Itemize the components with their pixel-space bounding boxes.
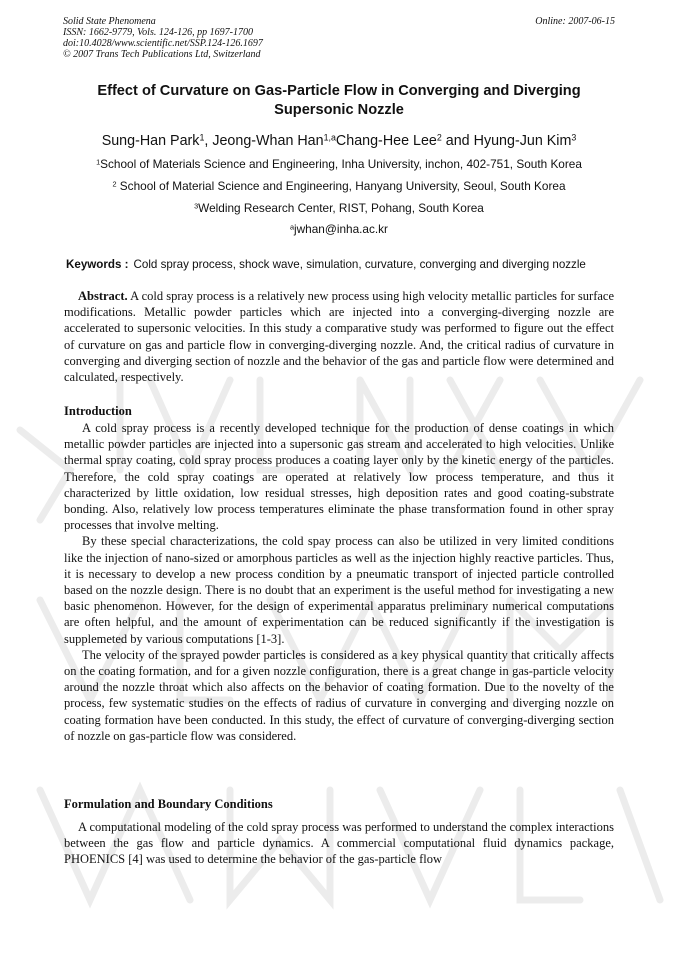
author-name: Sung-Han Park: [101, 133, 200, 149]
paper-title: Effect of Curvature on Gas-Particle Flow in Converging and Diverging Supersonic Nozzle: [97, 83, 581, 118]
affiliation-3: $^3$Welding Research Center, RIST, Pohang, South Korea: [194, 201, 484, 215]
abstract-label: Abstract.: [78, 289, 128, 303]
abstract-text: A cold spray process is a relatively new process using high velocity metallic particles for surface modifications. Metallic powder particles which are injected into a converging-diverging nozzle are accelerated to supersonic velocities. In this study a comparative study was performed to figure out the effect of curvature on gas and particle flow in converging-diverging nozzle. And, the critical radius of curvature in converging and diverging section of nozzle and the behavior of the gas and particle flow were determined and calculated, respectively.: [64, 289, 615, 385]
paragraph: A cold spray process is a recently developed technique for the production of dense coatings in which metallic powder particles are injected into a supersonic gas stream and accelerated to high velocities. Unlike thermal spray coating, cold spray process produces a coating layer only by the kinetic energy of the particles. Therefore, the cold spray coatings are operated at relatively low process temperature, and thus it characterized by little oxidation, low residual stresses, high deposition rates and good coating-substrate bonding. Also, relatively low process temperatures eliminate the phase transformation found in other spray processes that involve melting.: [64, 421, 614, 533]
author-sup: 1,a: [323, 132, 336, 143]
formulation-body: [64, 819, 614, 868]
introduction-body: [64, 420, 614, 744]
affiliation-1: $^1$School of Materials Science and Engineering, Inha University, inchon, 402-751, South Korea: [96, 157, 582, 171]
affiliation-2: $^2$ School of Material Science and Engineering, Hanyang University, Seoul, South Korea: [112, 179, 566, 193]
author-sup: 2: [436, 132, 442, 143]
author-email: $^a$jwhan@inha.ac.kr: [289, 222, 388, 236]
doi-line: doi:10.4028/www.scientific.net/SSP.124-126.1697: [63, 38, 263, 49]
author-name: Jeong-Whan Han: [212, 133, 324, 149]
paragraph: By these special characterizations, the cold spay process can also be utilized in very limited conditions like the injection of nano-sized or amorphous particles as well as the injection highly reactive particles. Thus, it is necessary to develop a new process condition by a pneumatic transport of injected particle controlled based on the nozzle design. There is no doubt that an experiment is the useful method for investigating a new basic phenomenon. However, for the design of experimental apparatus preliminary numerical computations are often helpful, and the amount of experimentation can be reduced significantly if the investigation is supplemeted by various computations [1-3].: [64, 534, 614, 646]
keywords: [66, 258, 614, 271]
paragraph: The velocity of the sprayed powder particles is considered as a key physical quantity that critically affects on the coating formation, and for a given nozzle configuration, there is a great change in gas-particle velocity around the nozzle throat which also affects on the behavior of coating formation. Due to the novelty of the process, few systematic studies on the effects of radius of curvature in converging and diverging nozzle on coating formation have been conducted. In this study, the effect of curvature of converging-diverging section of nozzle on gas-particle flow was considered.: [64, 647, 614, 743]
paragraph: A computational modeling of the cold spray process was performed to understand the complex interactions between the gas flow and particle dynamics. A commercial computational fluid dynamics package, PHOENICS [4] was used to determine the behavior of the gas-particle flow: [64, 820, 614, 867]
keywords-label: Keywords :: [66, 258, 129, 271]
author-list: Sung-Han Park$^1$, Jeong-Whan Han$^{1,a}$Chang-Hee Lee$^2$ and Hyung-Jun Kim$^3$: [101, 132, 577, 149]
author-sup: 1: [199, 132, 205, 143]
journal-header: [63, 16, 263, 60]
abstract: [64, 288, 614, 385]
author-name: Hyung-Jun Kim: [473, 133, 572, 149]
section-heading-introduction: Introduction: [64, 404, 132, 418]
issn-line: ISSN: 1662-9779, Vols. 124-126, pp 1697-1700: [63, 27, 253, 38]
journal-name: Solid State Phenomena: [63, 16, 156, 27]
keywords-text: Cold spray process, shock wave, simulation, curvature, converging and diverging nozzle: [133, 258, 586, 271]
online-date: Online: 2007-06-15: [535, 16, 615, 27]
author-name: Chang-Hee Lee: [335, 133, 437, 149]
section-heading-formulation: Formulation and Boundary Conditions: [64, 797, 273, 811]
author-sup: 3: [571, 132, 577, 143]
copyright-line: © 2007 Trans Tech Publications Ltd, Switzerland: [63, 49, 261, 60]
